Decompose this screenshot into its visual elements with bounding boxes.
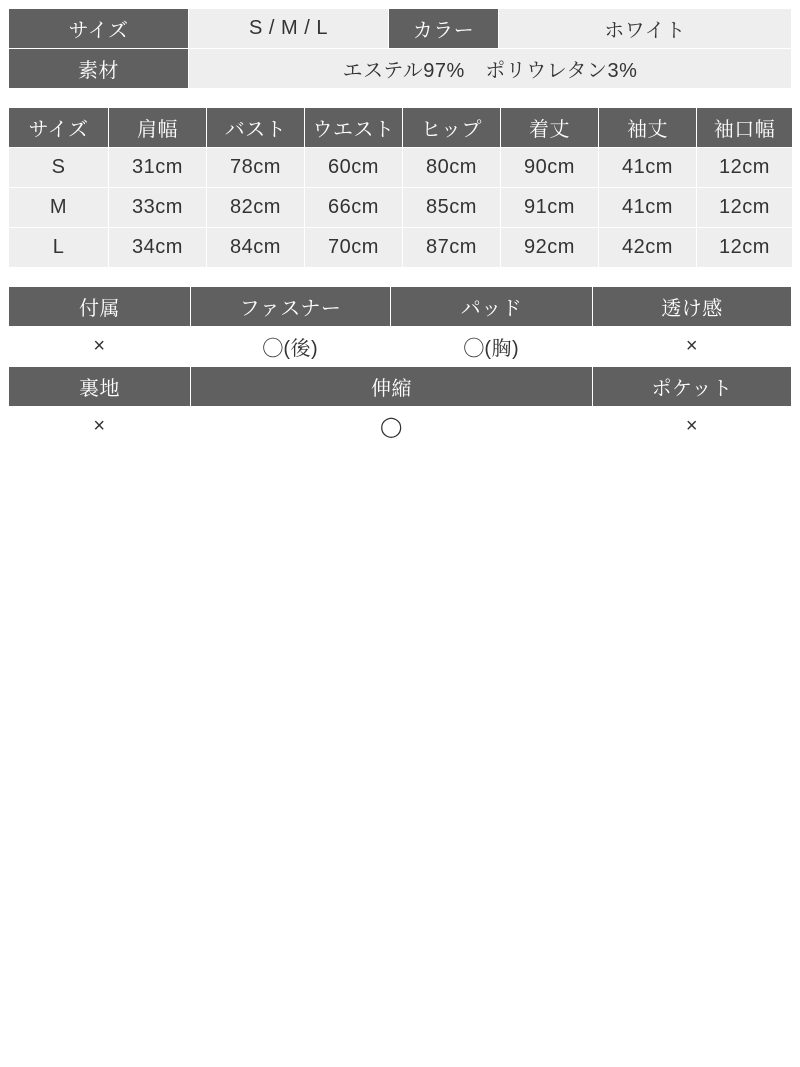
size-row-s-waist: 60cm	[305, 148, 403, 188]
feature-value-pocket: ×	[593, 407, 792, 447]
size-row-s-hip: 80cm	[403, 148, 501, 188]
spec-label-size: サイズ	[9, 9, 189, 49]
spec-value-size: S / M / L	[189, 9, 389, 49]
size-row-m-cuff: 12cm	[697, 188, 793, 228]
spec-label-color: カラー	[389, 9, 499, 49]
size-row-s-length: 90cm	[501, 148, 599, 188]
table-row	[9, 188, 793, 228]
feature-value-lining: ×	[9, 407, 191, 447]
feature-header-zipper: ファスナー	[191, 287, 391, 327]
size-row-s-cuff: 12cm	[697, 148, 793, 188]
product-spec-table	[8, 8, 792, 89]
table-row	[9, 9, 792, 49]
feature-header-accessory: 付属	[9, 287, 191, 327]
size-header-1: 肩幅	[109, 108, 207, 148]
size-measurement-table	[8, 107, 793, 268]
table-row	[9, 228, 793, 268]
size-row-m-shoulder: 33cm	[109, 188, 207, 228]
size-row-s-shoulder: 31cm	[109, 148, 207, 188]
size-row-l-shoulder: 34cm	[109, 228, 207, 268]
feature-value-accessory: ×	[9, 327, 191, 367]
size-row-m-label: M	[9, 188, 109, 228]
size-header-0: サイズ	[9, 108, 109, 148]
feature-value-zipper: ◯(後)	[191, 327, 391, 367]
size-header-4: ヒップ	[403, 108, 501, 148]
size-row-l-label: L	[9, 228, 109, 268]
size-header-7: 袖口幅	[697, 108, 793, 148]
size-row-s-bust: 78cm	[207, 148, 305, 188]
size-row-l-bust: 84cm	[207, 228, 305, 268]
table-header-row	[9, 287, 792, 327]
feature-header-stretch: 伸縮	[191, 367, 593, 407]
feature-header-sheerness: 透け感	[593, 287, 792, 327]
table-header-row	[9, 367, 792, 407]
spec-label-material: 素材	[9, 49, 189, 89]
size-row-l-hip: 87cm	[403, 228, 501, 268]
spec-value-material: エステル97% ポリウレタン3%	[189, 49, 792, 89]
table-header-row	[9, 108, 793, 148]
table-row	[9, 327, 792, 367]
feature-value-stretch: ◯	[191, 407, 593, 447]
size-row-m-waist: 66cm	[305, 188, 403, 228]
size-row-l-cuff: 12cm	[697, 228, 793, 268]
size-row-l-waist: 70cm	[305, 228, 403, 268]
feature-header-pad: パッド	[391, 287, 593, 327]
size-row-s-label: S	[9, 148, 109, 188]
product-feature-table	[8, 286, 792, 447]
feature-header-pocket: ポケット	[593, 367, 792, 407]
feature-value-pad: ◯(胸)	[391, 327, 593, 367]
size-row-l-sleeve: 42cm	[599, 228, 697, 268]
feature-value-sheerness: ×	[593, 327, 792, 367]
table-row	[9, 407, 792, 447]
size-row-m-sleeve: 41cm	[599, 188, 697, 228]
size-header-5: 着丈	[501, 108, 599, 148]
size-row-l-length: 92cm	[501, 228, 599, 268]
size-row-m-hip: 85cm	[403, 188, 501, 228]
size-header-6: 袖丈	[599, 108, 697, 148]
size-header-3: ウエスト	[305, 108, 403, 148]
table-row	[9, 49, 792, 89]
spec-value-color: ホワイト	[499, 9, 792, 49]
size-row-m-bust: 82cm	[207, 188, 305, 228]
size-header-2: バスト	[207, 108, 305, 148]
size-row-s-sleeve: 41cm	[599, 148, 697, 188]
table-row	[9, 148, 793, 188]
size-row-m-length: 91cm	[501, 188, 599, 228]
feature-header-lining: 裏地	[9, 367, 191, 407]
